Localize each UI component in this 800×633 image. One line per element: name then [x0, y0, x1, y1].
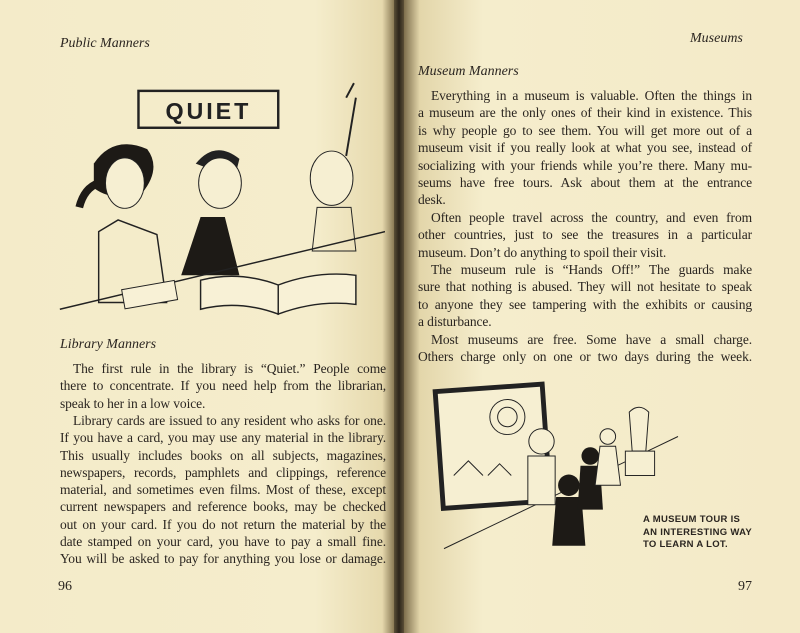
text-line: The museum rule is “Hands Off!” The guards make [431, 262, 752, 277]
text-line: there to concentrate. If you need help from the librarian, [60, 378, 386, 394]
text-line: current newspapers and reference books, may be checked [60, 499, 386, 515]
right-page [404, 0, 800, 633]
page-number-right: 97 [738, 579, 752, 594]
text-line: museum visit if you really look at what you see, instead of [418, 140, 752, 156]
text-line: to anyone they see tampering with the exhibits or causing [418, 296, 752, 312]
text-line: material, and sometimes even films. Most of these, except [60, 482, 386, 498]
caption-line: A MUSEUM TOUR IS [643, 514, 741, 525]
text-line: seums have free tours. Ask about them at the entrance [418, 175, 752, 190]
text-line: socializing with your friends while you’re there. Many mu- [418, 157, 752, 173]
book-gutter [394, 0, 404, 633]
page-number-left: 96 [58, 579, 72, 594]
caption-line: TO LEARN A LOT. [643, 539, 728, 550]
text-line: The first rule in the library is “Quiet.” People come [73, 361, 386, 376]
running-head-left: Public Manners [60, 36, 150, 51]
quiet-sign-text: QUIET [165, 98, 252, 125]
text-line: This usually includes books on all subjects, magazines, [60, 447, 386, 463]
text-line: speak to her in a low voice. [60, 395, 206, 411]
text-line: desk. [418, 192, 446, 208]
library-illustration [55, 75, 385, 330]
section-title-library-manners: Library Manners [60, 337, 157, 352]
text-line: date stamped on your card, you have to pay a small fine. [60, 534, 386, 549]
illustration-caption [643, 514, 752, 552]
text-line: a disturbance. [418, 314, 492, 330]
text-line: sure that nothing is abused. They will not hesitate to speak [418, 279, 752, 295]
text-line: other countries, just to see the treasures in a particular [418, 227, 752, 243]
section-title-museum-manners: Museum Manners [418, 64, 519, 79]
left-page [0, 0, 394, 633]
text-line: Others charge only on one or two days during the week. [418, 349, 752, 364]
text-line: museum. Don’t do anything to spoil their visit. [418, 244, 667, 260]
text-line: Often people travel across the country, and even from [431, 209, 752, 225]
text-line: Everything in a museum is valuable. Often the things in [431, 88, 752, 103]
caption-line: AN INTERESTING WAY [643, 526, 753, 538]
text-line: Most museums are free. Some have a small charge. [431, 331, 752, 347]
text-line: If you have a card, you may use any material in the library. [60, 430, 386, 446]
running-head-right: Museums [690, 31, 743, 46]
text-line: Library cards are issued to any resident who asks for one. [73, 412, 386, 428]
text-line: You will be asked to pay for anything you lose or damage. [60, 551, 386, 567]
text-line: a museum are the only ones of their kind in existence. This [418, 105, 752, 121]
text-line: newspapers, records, pamphlets and clippings, reference [60, 464, 386, 480]
text-line: is why people go to see them. You will get more out of a [418, 122, 752, 138]
text-line: out on your card. If you do not return the material by the [60, 516, 386, 532]
